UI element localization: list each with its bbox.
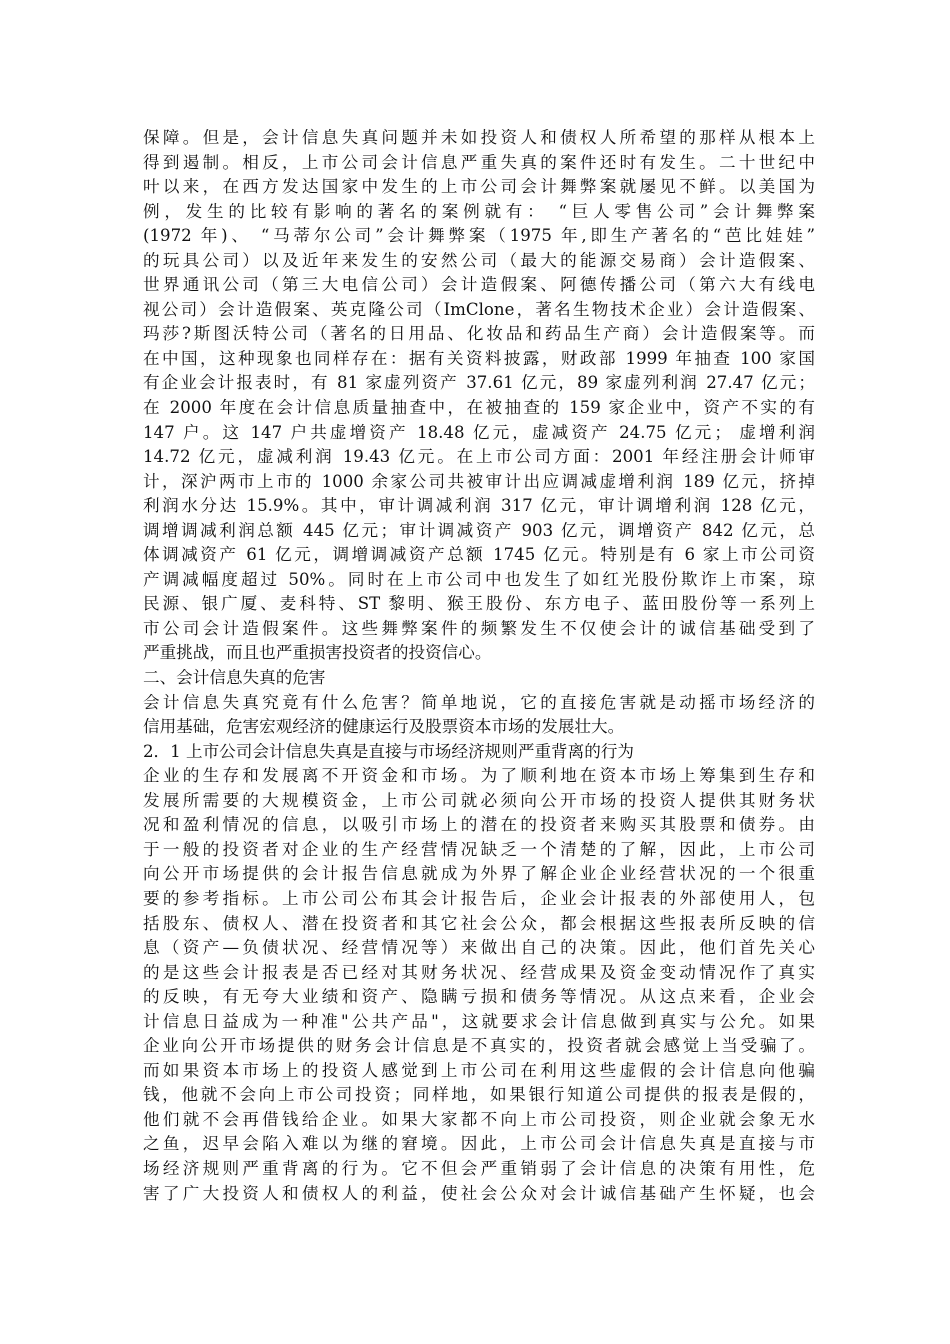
- text-line: 民源、银广厦、麦科特、ST 黎明、猴王股份、东方电子、蓝田股份等一系列上: [143, 594, 815, 614]
- text-line: 发展所需要的大规模资金，上市公司就必须向公开市场的投资人提供其财务状: [143, 790, 815, 810]
- text-line: 有企业会计报表时，有 81 家虚列资产 37.61 亿元，89 家虚列利润 27.47 亿元；: [143, 373, 815, 393]
- text-line: 钱，他就不会向上市公司投资；同样地，如果银行知道公司提供的报表是假的，: [143, 1085, 815, 1105]
- text-line: (1972 年)、 “马蒂尔公司”会计舞弊案（1975 年,即生产著名的“芭比娃娃”: [143, 226, 815, 246]
- text-line: 调增调减利润总额 445 亿元；审计调减资产 903 亿元，调增资产 842 亿元，总: [143, 520, 815, 540]
- text-line: 147 户。这 147 户共虚增资产 18.48 亿元，虚减资产 24.75 亿元； 虚增利润: [143, 422, 815, 442]
- text-line: 他们就不会再借钱给企业。如果大家都不向上市公司投资，则企业就会象无水: [143, 1109, 815, 1129]
- text-line: 会计信息失真究竟有什么危害？简单地说，它的直接危害就是动摇市场经济的: [143, 692, 815, 712]
- text-line: 向公开市场提供的会计报告信息就成为外界了解企业企业经营状况的一个很重: [143, 864, 815, 884]
- text-line: 在 2000 年度在会计信息质量抽查中，在被抽查的 159 家企业中，资产不实的有: [143, 398, 815, 418]
- text-line: 的玩具公司）以及近年来发生的安然公司（最大的能源交易商）会计造假案、: [143, 250, 815, 270]
- text-line: 14.72 亿元，虚减利润 19.43 亿元。在上市公司方面：2001 年经注册会计师审: [143, 447, 815, 467]
- text-line: 场经济规则严重背离的行为。它不但会严重销弱了会计信息的决策有用性，危: [143, 1158, 815, 1178]
- body-text: [143, 126, 815, 1206]
- text-line: 计，深沪两市上市的 1000 余家公司共被审计出应调减虚增利润 189 亿元，挤掉: [143, 471, 815, 491]
- text-line: 息（资产—负债状况、经营情况等）来做出自己的决策。因此，他们首先关心: [143, 938, 815, 958]
- text-line: 得到遏制。相反，上市公司会计信息严重失真的案件还时有发生。二十世纪中: [143, 152, 815, 172]
- text-line: 企业的生存和发展离不开资金和市场。为了顺利地在资本市场上筹集到生存和: [143, 766, 815, 786]
- text-line: 企业向公开市场提供的财务会计信息是不真实的，投资者就会感觉上当受骗了。: [143, 1036, 815, 1056]
- text-line: 而如果资本市场上的投资人感觉到上市公司在利用这些虚假的会计信息向他骗: [143, 1060, 815, 1080]
- text-line: 之鱼，迟早会陷入难以为继的窘境。因此，上市公司会计信息失真是直接与市: [143, 1134, 815, 1154]
- text-line: 世界通讯公司（第三大电信公司）会计造假案、阿德传播公司（第六大有线电: [143, 275, 815, 295]
- text-line: 要的参考指标。上市公司公布其会计报告后，企业会计报表的外部使用人，包: [143, 888, 815, 908]
- text-line: 叶以来，在西方发达国家中发生的上市公司会计舞弊案就屡见不鲜。以美国为: [143, 177, 815, 197]
- text-line: 的反映，有无夸大业绩和资产、隐瞒亏损和债务等情况。从这点来看，企业会: [143, 987, 815, 1007]
- text-line: 二、会计信息失真的危害: [143, 668, 326, 688]
- text-line: 严重挑战，而且也严重损害投资者的投资信心。: [143, 643, 492, 663]
- text-line: 例，发生的比较有影响的著名的案例就有： “巨人零售公司”会计舞弊案: [143, 201, 815, 221]
- text-line: 市公司会计造假案件。这些舞弊案件的频繁发生不仅使会计的诚信基础受到了: [143, 618, 815, 638]
- text-line: 2．1 上市公司会计信息失真是直接与市场经济规则严重背离的行为: [143, 741, 635, 761]
- text-line: 产调减幅度超过 50%。同时在上市公司中也发生了如红光股份欺诈上市案，琼: [143, 569, 815, 589]
- text-line: 括股东、债权人、潜在投资者和其它社会公众，都会根据这些报表所反映的信: [143, 913, 815, 933]
- text-line: 信用基础，危害宏观经济的健康运行及股票资本市场的发展壮大。: [143, 717, 625, 737]
- text-line: 利润水分达 15.9%。其中，审计调减利润 317 亿元，审计调增利润 128 亿元，: [143, 496, 815, 516]
- text-line: 计信息日益成为一种准"公共产品"，这就要求会计信息做到真实与公允。如果: [143, 1011, 815, 1031]
- text-line: 于一般的投资者对企业的生产经营情况缺乏一个清楚的了解，因此，上市公司: [143, 839, 815, 859]
- text-line: 况和盈利情况的信息，以吸引市场上的潜在的投资者来购买其股票和债券。由: [143, 815, 815, 835]
- text-line: 保障。但是，会计信息失真问题并未如投资人和债权人所希望的那样从根本上: [143, 128, 815, 147]
- text-line: 的是这些会计报表是否已经对其财务状况、经营成果及资金变动情况作了真实: [143, 962, 815, 982]
- text-line: 在中国，这种现象也同样存在：据有关资料披露，财政部 1999 年抽查 100 家国: [143, 348, 815, 368]
- text-line: 玛莎?斯图沃特公司（著名的日用品、化妆品和药品生产商）会计造假案等。而: [143, 324, 815, 344]
- text-line: 体调减资产 61 亿元，调增调减资产总额 1745 亿元。特别是有 6 家上市公司资: [143, 545, 815, 565]
- text-line: 害了广大投资人和债权人的利益，使社会公众对会计诚信基础产生怀疑，也会: [143, 1183, 815, 1203]
- text-line: 视公司）会计造假案、英克隆公司（ImClone，著名生物技术企业）会计造假案、: [143, 299, 815, 319]
